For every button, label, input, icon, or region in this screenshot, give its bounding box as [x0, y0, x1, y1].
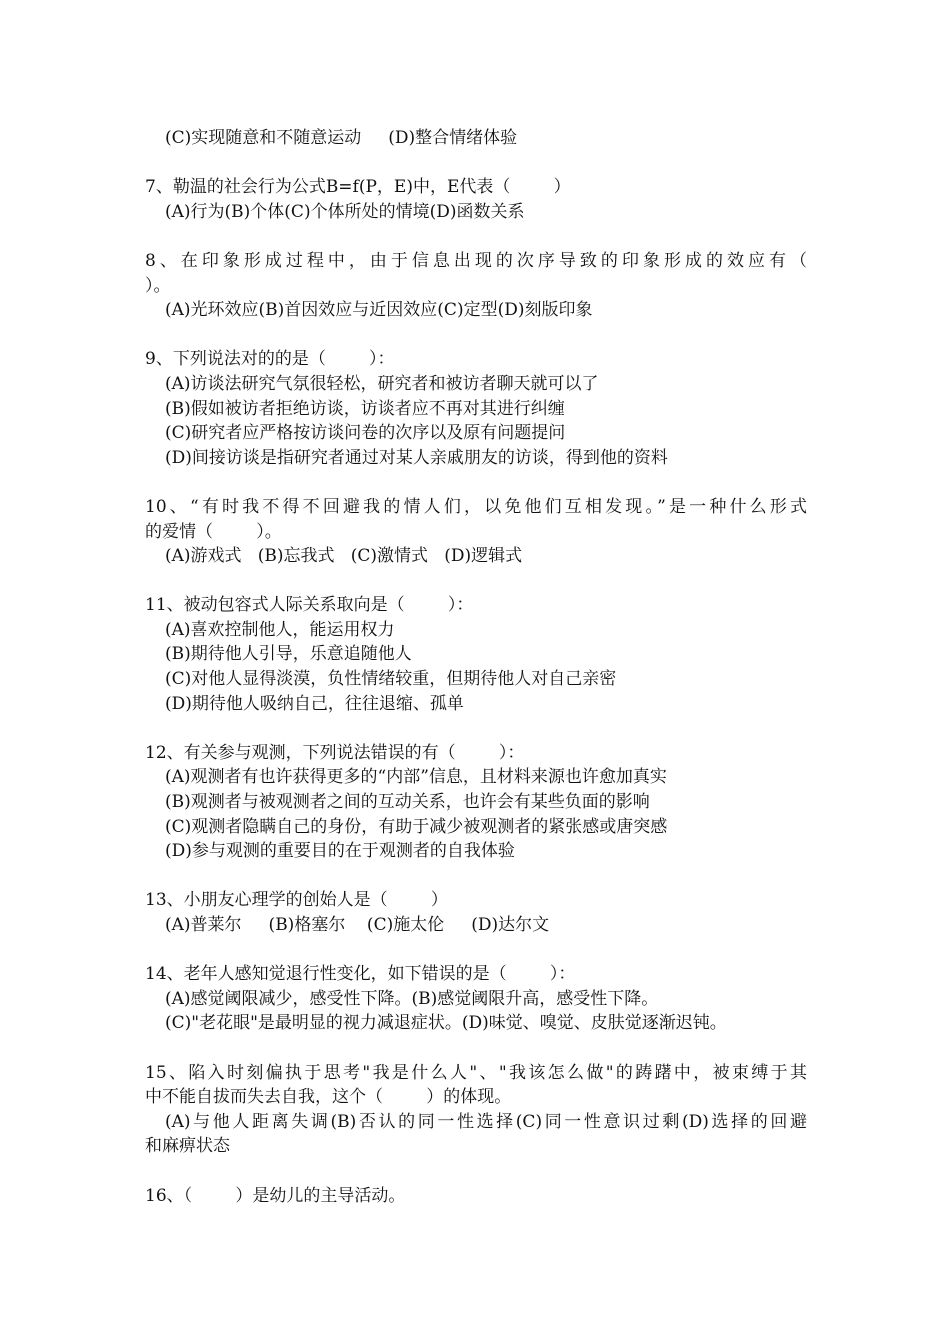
q9-option-c: (C)研究者应严格按访谈问卷的次序以及原有问题提问	[165, 423, 566, 444]
q15-options-line2: 和麻痹状态	[145, 1136, 230, 1157]
q15-stem-line2: 中不能自拔而失去自我，这个（ ）的体现。	[145, 1087, 512, 1108]
q12-option-c: (C)观测者隐瞒自己的身份，有助于减少被观测者的紧张感或唐突感	[165, 816, 668, 837]
q12-option-b: (B)观测者与被观测者之间的互动关系，也许会有某些负面的影响	[165, 792, 650, 813]
q10-stem-line1: 10、“有时我不得不回避我的情人们，以免他们互相发现。”是一种什么形式	[145, 496, 807, 517]
q9-option-d: (D)间接访谈是指研究者通过对某人亲戚朋友的访谈，得到他的资料	[165, 447, 668, 468]
q11-option-d: (D)期待他人吸纳自己，往往退缩、孤单	[165, 693, 464, 714]
q10-options: (A)游戏式 (B)忘我式 (C)激情式 (D)逻辑式	[165, 546, 523, 567]
question-list	[145, 126, 807, 1208]
q15-options-line1: (A)与他人距离失调(B)否认的同一性选择(C)同一性意识过剩(D)选择的回避	[165, 1111, 807, 1132]
q16-stem: 16、（ ）是幼儿的主导活动。	[145, 1185, 406, 1206]
q12-option-a: (A)观测者有也许获得更多的“内部”信息，且材料来源也许愈加真实	[165, 767, 667, 788]
q14-options-line1: (A)感觉阈限减少，感受性下降。(B)感觉阈限升高，感受性下降。	[165, 988, 659, 1009]
q12-option-d: (D)参与观测的重要目的在于观测者的自我体验	[165, 841, 515, 862]
q11-option-c: (C)对他人显得淡漠，负性情绪较重，但期待他人对自己亲密	[165, 669, 617, 690]
q14-stem: 14、老年人感知觉退行性变化，如下错误的是（ ）：	[145, 964, 576, 985]
q9-stem: 9、下列说法对的的是（ ）：	[145, 349, 395, 370]
q7-stem: 7、勒温的社会行为公式B=f(P，E)中，E代表（ ）	[145, 177, 571, 198]
q7-options: (A)行为(B)个体(C)个体所处的情境(D)函数关系	[165, 201, 525, 222]
q12-stem: 12、有关参与观测，下列说法错误的有（ ）：	[145, 742, 525, 763]
q9-option-a: (A)访谈法研究气氛很轻松，研究者和被访者聊天就可以了	[165, 373, 599, 394]
q13-options: (A)普莱尔 (B)格塞尔 (C)施太伦 (D)达尔文	[165, 915, 550, 935]
q11-option-a: (A)喜欢控制他人，能运用权力	[165, 619, 395, 640]
q8-options: (A)光环效应(B)首因效应与近因效应(C)定型(D)刻版印象	[165, 300, 593, 321]
q11-option-b: (B)期待他人引导，乐意追随他人	[165, 644, 412, 665]
q8-stem-line1: 8、在印象形成过程中，由于信息出现的次序导致的印象形成的效应有（	[145, 250, 807, 271]
q14-options-line2: (C)"老花眼"是最明显的视力减退症状。(D)味觉、嗅觉、皮肤觉逐渐迟钝。	[165, 1013, 727, 1034]
q10-stem-line2: 的爱情（ ）。	[145, 521, 282, 542]
q6-options: (C)实现随意和不随意运动 (D)整合情绪体验	[165, 128, 518, 148]
q9-option-b: (B)假如被访者拒绝访谈，访谈者应不再对其进行纠缠	[165, 398, 565, 419]
q11-stem: 11、被动包容式人际关系取向是（ ）：	[145, 595, 474, 616]
q13-stem: 13、小朋友心理学的创始人是（ ）	[145, 890, 448, 911]
q15-stem-line1: 15、陷入时刻偏执于思考"我是什么人"、"我该怎么做"的踌躇中，被束缚于其	[145, 1062, 807, 1083]
q8-stem-line2: ）。	[145, 275, 171, 296]
